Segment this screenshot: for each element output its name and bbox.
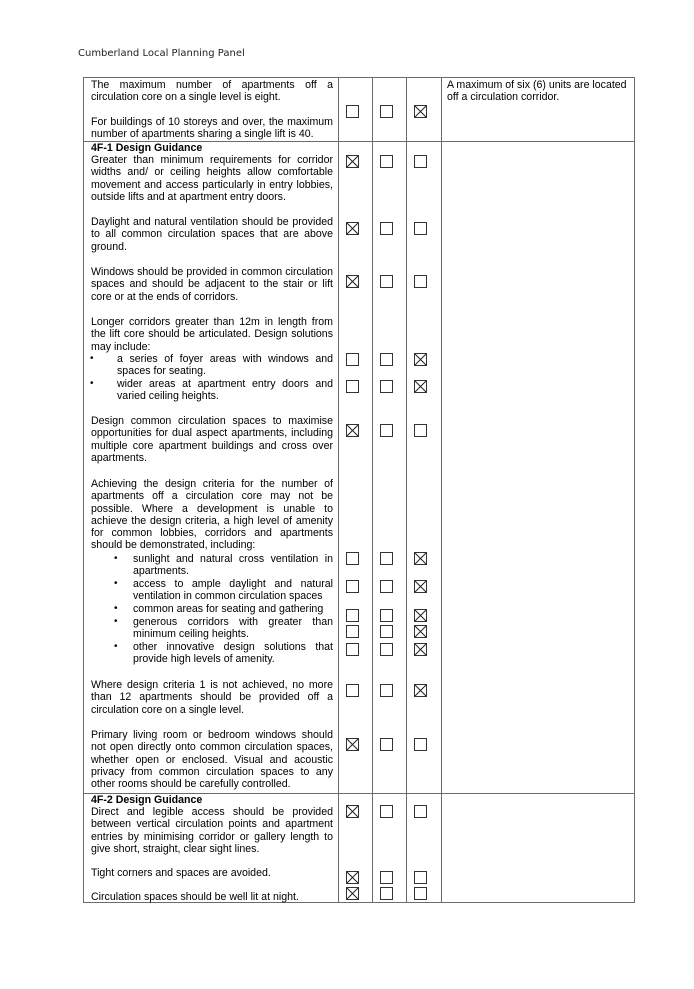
column-divider (441, 78, 442, 902)
guidance-twelve-apartments: Where design criteria 1 is not achieved, no more than 12 apartments should be provided off a circulation core on a single level. (91, 679, 333, 716)
checkbox-yes[interactable] (346, 380, 359, 393)
checkbox-na[interactable] (414, 275, 427, 288)
checkbox-na[interactable] (414, 424, 427, 437)
checkbox-row (84, 871, 441, 886)
checkbox-no[interactable] (380, 684, 393, 697)
checkbox-no[interactable] (380, 580, 393, 593)
comment-text: A maximum of six (6) units are located off a circulation corridor. (447, 79, 627, 104)
checkbox-no[interactable] (380, 552, 393, 565)
guidance-achieving-criteria: Achieving the design criteria for the number of apartments off a circulation core may not be possible. Where a development is unable to achieve the design criteria, a high level of amenity for common lobbies, corridors and apartments should be demonstrated, including: (91, 478, 333, 552)
checkbox-row (84, 805, 441, 820)
bullet-common-areas: common areas for seating and gathering (133, 603, 324, 615)
checkbox-row (84, 155, 441, 170)
checkbox-na[interactable] (414, 380, 427, 393)
bullet-icon: • (90, 353, 94, 364)
cross-mark-icon (415, 581, 426, 592)
guidance-longer-corridors: Longer corridors greater than 12m in length from the lift core should be articulated. Design solutions may include: (91, 316, 333, 353)
compliance-table (83, 77, 635, 903)
checkbox-no[interactable] (380, 155, 393, 168)
checkbox-na[interactable] (414, 871, 427, 884)
checkbox-no[interactable] (380, 805, 393, 818)
checkbox-no[interactable] (380, 105, 393, 118)
checkbox-yes[interactable] (346, 871, 359, 884)
checkbox-na[interactable] (414, 155, 427, 168)
checkbox-na[interactable] (414, 625, 427, 638)
checkbox-row (84, 222, 441, 237)
checkbox-row (84, 275, 441, 290)
checkbox-row (84, 684, 441, 699)
column-divider (338, 78, 339, 902)
checkbox-yes[interactable] (346, 552, 359, 565)
column-divider (406, 78, 407, 902)
checkbox-na[interactable] (414, 222, 427, 235)
checkbox-yes[interactable] (346, 625, 359, 638)
cross-mark-icon (347, 806, 358, 817)
checkbox-na[interactable] (414, 552, 427, 565)
bullet-wider-areas: wider areas at apartment entry doors and varied ceiling heights. (117, 378, 333, 403)
checkbox-yes[interactable] (346, 275, 359, 288)
page-header: Cumberland Local Planning Panel (78, 48, 245, 59)
checkbox-na[interactable] (414, 353, 427, 366)
checkbox-row (84, 887, 441, 902)
checkbox-no[interactable] (380, 275, 393, 288)
cross-mark-icon (415, 553, 426, 564)
checkbox-row (84, 424, 441, 439)
checkbox-row (84, 643, 441, 658)
checkbox-yes[interactable] (346, 887, 359, 900)
checkbox-yes[interactable] (346, 805, 359, 818)
bullet-daylight: access to ample daylight and natural ventilation in common circulation spaces (133, 578, 333, 603)
checkbox-na[interactable] (414, 738, 427, 751)
checkbox-no[interactable] (380, 738, 393, 751)
cross-mark-icon (347, 425, 358, 436)
bullet-generous-corridors: generous corridors with greater than minimum ceiling heights. (133, 616, 333, 641)
checkbox-yes[interactable] (346, 353, 359, 366)
checkbox-na[interactable] (414, 805, 427, 818)
guidance-direct-access: Direct and legible access should be provided between vertical circulation points and apartment entries by minimising corridor or gallery length to give short, straight, clear sight lines. (91, 806, 333, 855)
checkbox-row (84, 738, 441, 753)
cross-mark-icon (415, 106, 426, 117)
checkbox-row (84, 380, 441, 395)
checkbox-no[interactable] (380, 353, 393, 366)
checkbox-no[interactable] (380, 380, 393, 393)
cross-mark-icon (415, 685, 426, 696)
bullet-icon: • (114, 578, 118, 589)
design-criteria-apartments-per-core: The maximum number of apartments off a circulation core on a single level is eight. (91, 79, 333, 104)
checkbox-yes[interactable] (346, 155, 359, 168)
checkbox-row (84, 105, 441, 120)
guidance-dual-aspect: Design common circulation spaces to maximise opportunities for dual aspect apartments, including multiple core apartment buildings and cross over apartments. (91, 415, 333, 464)
bullet-innovative-solutions: other innovative design solutions that provide high levels of amenity. (133, 641, 333, 666)
checkbox-yes[interactable] (346, 424, 359, 437)
guidance-lit-at-night: Circulation spaces should be well lit at night. (91, 891, 299, 903)
cross-mark-icon (347, 276, 358, 287)
guidance-tight-corners: Tight corners and spaces are avoided. (91, 867, 271, 879)
bullet-sunlight: sunlight and natural cross ventilation in apartments. (133, 553, 333, 578)
cross-mark-icon (347, 223, 358, 234)
cross-mark-icon (347, 156, 358, 167)
checkbox-yes[interactable] (346, 609, 359, 622)
checkbox-yes[interactable] (346, 105, 359, 118)
bullet-icon: • (114, 553, 118, 564)
guidance-corridor-widths: Greater than minimum requirements for corridor widths and/ or ceiling heights allow comfortable movement and access particularly in entry lobbies, outside lifts and at apartment entry doors. (91, 154, 333, 203)
checkbox-row (84, 580, 441, 595)
checkbox-no[interactable] (380, 609, 393, 622)
checkbox-no[interactable] (380, 871, 393, 884)
cross-mark-icon (415, 354, 426, 365)
checkbox-yes[interactable] (346, 222, 359, 235)
checkbox-na[interactable] (414, 643, 427, 656)
bullet-icon: • (114, 603, 118, 614)
design-criteria-apartments-per-lift: For buildings of 10 storeys and over, the maximum number of apartments sharing a single lift is 40. (91, 116, 333, 141)
checkbox-yes[interactable] (346, 684, 359, 697)
checkbox-no[interactable] (380, 222, 393, 235)
checkbox-yes[interactable] (346, 580, 359, 593)
cross-mark-icon (415, 644, 426, 655)
section-heading-4f-2: 4F-2 Design Guidance (91, 794, 203, 806)
bullet-icon: • (90, 378, 94, 389)
bullet-icon: • (114, 616, 118, 627)
cross-mark-icon (415, 381, 426, 392)
checkbox-na[interactable] (414, 684, 427, 697)
checkbox-no[interactable] (380, 643, 393, 656)
checkbox-row (84, 353, 441, 368)
cross-mark-icon (347, 739, 358, 750)
guidance-windows: Windows should be provided in common circulation spaces and should be adjacent to the stair or lift core or at the ends of corridors. (91, 266, 333, 303)
cross-mark-icon (347, 888, 358, 899)
guidance-primary-windows: Primary living room or bedroom windows should not open directly onto common circulation spaces, whether open or enclosed. Visual and acoustic privacy from common circulation spaces to any other rooms should be carefully controlled. (91, 729, 333, 791)
section-heading-4f-1: 4F-1 Design Guidance (91, 142, 203, 154)
checkbox-no[interactable] (380, 424, 393, 437)
checkbox-yes[interactable] (346, 738, 359, 751)
checkbox-na[interactable] (414, 887, 427, 900)
cross-mark-icon (415, 610, 426, 621)
checkbox-na[interactable] (414, 580, 427, 593)
bullet-foyer-areas: a series of foyer areas with windows and spaces for seating. (117, 353, 333, 378)
cross-mark-icon (415, 626, 426, 637)
checkbox-row (84, 625, 441, 640)
checkbox-row (84, 609, 441, 624)
checkbox-yes[interactable] (346, 643, 359, 656)
checkbox-no[interactable] (380, 887, 393, 900)
bullet-icon: • (114, 641, 118, 652)
guidance-daylight-ventilation: Daylight and natural ventilation should be provided to all common circulation spaces that are above ground. (91, 216, 333, 253)
checkbox-na[interactable] (414, 105, 427, 118)
checkbox-no[interactable] (380, 625, 393, 638)
checkbox-na[interactable] (414, 609, 427, 622)
cross-mark-icon (347, 872, 358, 883)
checkbox-row (84, 552, 441, 567)
column-divider (372, 78, 373, 902)
